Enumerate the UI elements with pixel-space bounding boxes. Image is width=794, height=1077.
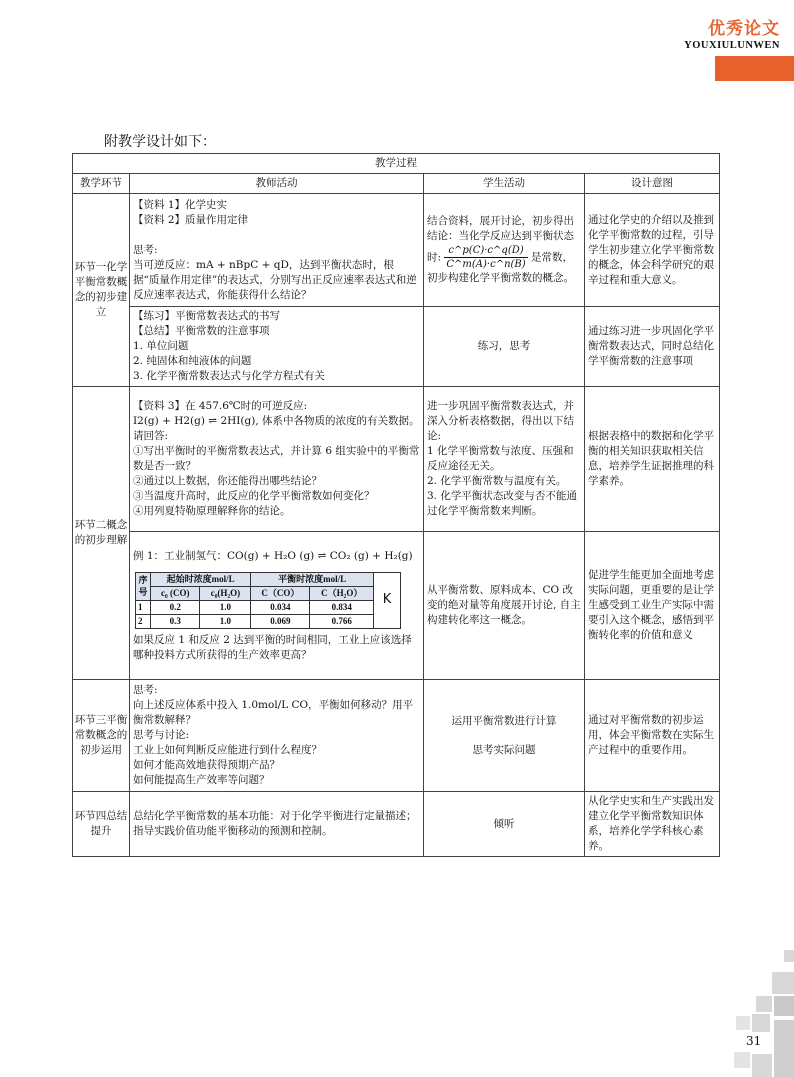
decorative-square (774, 1020, 794, 1077)
decorative-square (784, 950, 794, 962)
sec4-teacher: 总结化学平衡常数的基本功能：对于化学平衡进行定量描述；指导实践价值功能平衡移动的预测和控制。 (130, 792, 424, 857)
text-line: ①写出平衡时的平衡常数表达式，并计算 6 组实验中的平衡常数是否一致？ (133, 445, 420, 472)
text-line: 请回答: (133, 430, 169, 442)
sec1-student-2: 练习，思考 (424, 307, 585, 387)
header-student: 学生活动 (424, 174, 585, 194)
teaching-process-table (72, 153, 720, 857)
inner-header-no: 序号 (136, 572, 151, 600)
text-line: 2. 纯固体和纯液体的问题 (133, 355, 252, 367)
text-line: 3. 化学平衡状态改变与否不能通过化学平衡常数来判断。 (427, 490, 577, 517)
fraction-denominator: C^m(A)·c^n(B) (446, 259, 526, 270)
inner-cell: 0.034 (251, 600, 310, 614)
sec2-teacher-1 (130, 387, 424, 532)
text-line: ④用列夏特勒原理解释你的结论。 (133, 505, 291, 517)
text-line: 思考: (133, 684, 158, 696)
text-line: 工业上如何判断反应能进行到什么程度？ (133, 744, 322, 756)
text-line: 3. 化学平衡常数表达式与化学方程式有关 (133, 370, 325, 382)
header-title: 优秀论文 (708, 19, 780, 39)
inner-subheader: c₀ (CO) (151, 586, 200, 600)
example-text: 例 1：工业制氢气：CO(g) + H₂O (g) ⇌ CO₂ (g) + H₂(g) (133, 549, 413, 562)
table-row (136, 600, 401, 614)
text-line: 【资料 1】化学史实 (133, 198, 228, 211)
concentration-table (135, 572, 401, 629)
table-row (136, 614, 401, 628)
text-line: 1. 单位问题 (133, 340, 189, 352)
text-line (133, 228, 420, 243)
sec2-intent-1: 根据表格中的数据和化学平衡的相关知识获取相关信息，培养学生证据推理的科学素养。 (585, 387, 720, 532)
sec3-student (424, 680, 585, 792)
text-line: 进一步巩固平衡常数表达式，并深入分析表格数据，得出以下结论: (427, 400, 574, 442)
inner-cell: 0.3 (151, 614, 200, 628)
sec1-teacher-1 (130, 194, 424, 307)
sec2-student-2: 从平衡常数、原料成本、CO 改变的绝对量等角度展开讨论, 自主构建转化率这一概念。 (424, 532, 585, 680)
text-line: 1 化学平衡常数与浓度、压强和反应途径无关。 (427, 445, 574, 472)
text-line: 是常数，初步构建化学平衡常数的概念。 (427, 251, 574, 284)
header-intent: 设计意图 (585, 174, 720, 194)
equilibrium-constant-fraction (444, 244, 527, 271)
sec4-intent: 从化学史实和生产实践出发建立化学平衡常数知识体系，培养化学学科核心素养。 (585, 792, 720, 857)
sec1-intent-2: 通过练习进一步巩固化学平衡常数表达式，同时总结化学平衡常数的注意事项 (585, 307, 720, 387)
table-title: 教学过程 (73, 154, 720, 174)
sec1-student-1 (424, 194, 585, 307)
stage-3-label: 环节三平衡常数概念的初步运用 (73, 680, 130, 792)
text-line: 思考实际问题 (472, 743, 536, 756)
fraction-numerator: c^p(C)·c^q(D) (444, 244, 527, 258)
inner-header-equilibrium: 平衡时浓度mol/L (251, 572, 374, 586)
text-line: 2. 化学平衡常数与温度有关。 (427, 475, 567, 487)
intro-text: 附教学设计如下： (104, 134, 216, 150)
header-teacher: 教师活动 (130, 174, 424, 194)
text-line: 思考: (133, 243, 158, 256)
header-stage: 教学环节 (73, 174, 130, 194)
stage-2-label: 环节二概念的初步理解 (73, 387, 130, 680)
text-line: 【资料 3】在 457.6℃时的可逆反应: (133, 400, 308, 412)
inner-subheader: C（H₂O） (310, 586, 374, 600)
decorative-square (772, 972, 794, 994)
inner-cell: 0.069 (251, 614, 310, 628)
text-line: 当可逆反应：mA + nBpC + qD，达到平衡状态时，根据“质量作用定律”的表达式，分别写出正反应速率表达式和逆反应速率表达式，你能获得什么结论？ (133, 258, 417, 301)
sec1-intent-1: 通过化学史的介绍以及推到化学平衡常数的过程，引导学生初步建立化学平衡常数的概念，体会科学研究的艰辛过程和重大意义。 (585, 194, 720, 307)
inner-cell: 0.834 (310, 600, 374, 614)
sec3-teacher (130, 680, 424, 792)
inner-header-initial: 起始时浓度mol/L (151, 572, 251, 586)
decorative-square (774, 996, 794, 1016)
sec3-intent: 通过对平衡常数的初步运用，体会平衡常数在实际生产过程中的重要作用。 (585, 680, 720, 792)
decorative-square (736, 1016, 750, 1030)
decorative-square (756, 996, 772, 1012)
header-accent-bar (715, 56, 794, 81)
text-line: 【资料 2】质量作用定律 (133, 213, 249, 226)
question-text: 如果反应 1 和反应 2 达到平衡的时间相同，工业上应该选择哪种投料方式所获得的生产效率更高？ (133, 633, 412, 661)
inner-subheader: c₀(H₂O) (200, 586, 251, 600)
sec2-student-1 (424, 387, 585, 532)
inner-header-k: K (374, 572, 401, 628)
inner-cell: 1.0 (200, 600, 251, 614)
stage-1-label: 环节一化学平衡常数概念的初步建立 (73, 194, 130, 387)
inner-cell: 0.2 (151, 600, 200, 614)
inner-subheader: C（CO） (251, 586, 310, 600)
inner-cell: 1.0 (200, 614, 251, 628)
sec1-teacher-2 (130, 307, 424, 387)
page-number: 31 (746, 1034, 762, 1048)
text-line: I2(g) + H2(g) ⇌ 2HI(g), 体系中各物质的浓度的有关数据。 (133, 415, 420, 427)
text-line: 运用平衡常数进行计算 (451, 714, 557, 727)
text-line: 结合资料，展开讨论，初步得出结论：当化学反应达到平衡状态时: (427, 215, 574, 264)
text-line: ③当温度升高时，此反应的化学平衡常数如何变化？ (133, 490, 375, 502)
decorative-square (752, 1014, 770, 1032)
inner-cell: 2 (136, 614, 151, 628)
stage-4-label: 环节四总结提升 (73, 792, 130, 857)
text-line: 【练习】平衡常数表达式的书写 (133, 310, 280, 322)
inner-cell: 0.766 (310, 614, 374, 628)
text-line: 【总结】平衡常数的注意事项 (133, 325, 270, 337)
text-line: 向上述反应体系中投入 1.0mol/L CO，平衡如何移动？用平衡常数解释？ (133, 699, 414, 726)
text-line: 如何能提高生产效率等问题？ (133, 774, 270, 786)
text-line: 思考与讨论: (133, 729, 190, 741)
text-line: ②通过以上数据，你还能得出哪些结论？ (133, 475, 322, 487)
sec4-student: 倾听 (424, 792, 585, 857)
sec2-intent-2: 促进学生能更加全面地考虑实际问题，更重要的是让学生感受到工业生产实际中需要引入这个概念，感悟到平衡转化率的价值和意义 (585, 532, 720, 680)
sec2-teacher-2 (130, 532, 424, 680)
text-line: 如何才能高效地获得预期产品？ (133, 759, 280, 771)
header-subtitle: YOUXIULUNWEN (684, 40, 780, 51)
decorative-square (734, 1052, 750, 1068)
decorative-square (752, 1054, 772, 1077)
inner-cell: 1 (136, 600, 151, 614)
